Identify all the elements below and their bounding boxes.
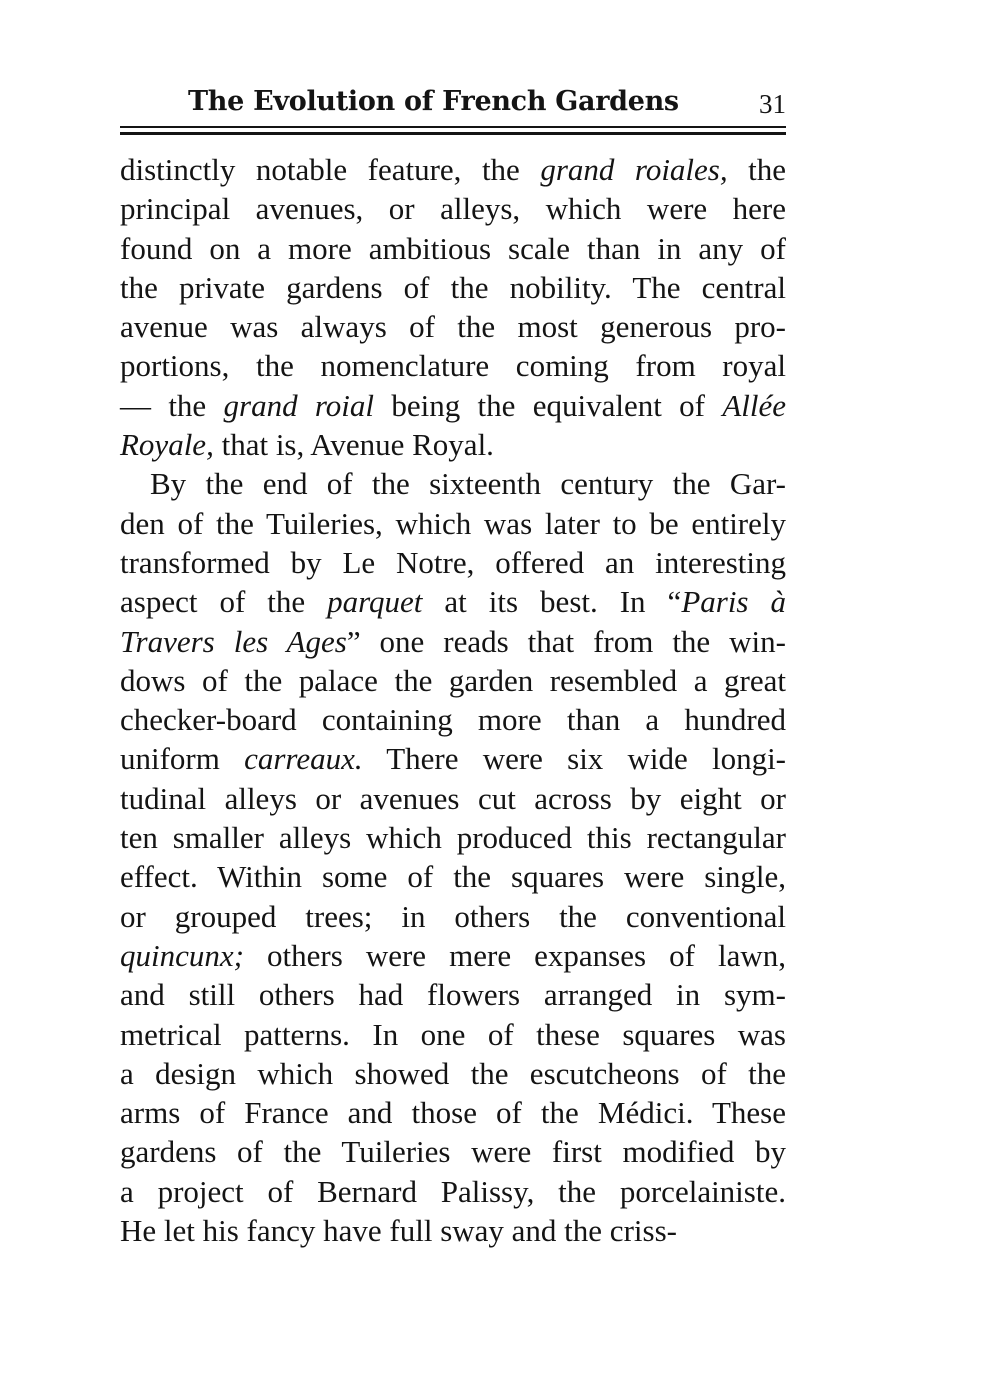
running-header [120,82,786,122]
text-line [120,818,786,857]
text-line [120,464,786,503]
text-run: that is, Avenue Royal. [213,427,494,463]
text-run: By the end of the sixteenth century the Gar- [150,466,786,502]
text-run: avenue was always of the most generous pro- [120,309,786,345]
italic-text: grand roiales, [540,152,728,187]
text-run: gardens of the Tuileries were first modified by [120,1134,786,1170]
text-run: and still others had flowers arranged in sym- [120,977,786,1013]
text-run: being the equivalent of [374,387,723,423]
text-line [120,543,786,582]
text-line [120,582,786,621]
text-line [120,897,786,936]
running-title: The Evolution of French Gardens [188,86,679,117]
text-line [120,1211,786,1250]
text-run: arms of France and those of the Médici. These [120,1095,786,1131]
text-line [120,739,786,778]
text-run: or grouped trees; in others the conventional [120,898,786,934]
text-run: uniform [120,741,245,777]
text-run: portions, the nomenclature coming from royal [120,348,786,384]
text-line [120,700,786,739]
text-run: the [727,152,787,187]
paragraph [120,150,786,464]
text-run: — the [120,387,224,423]
text-line [120,189,786,228]
text-line [120,150,786,189]
italic-text: Royale, [120,427,214,463]
text-run: a project of Bernard Palissy, the porcelainiste. [120,1173,786,1209]
text-run: the private gardens of the nobility. The central [120,269,786,305]
text-line [120,229,786,268]
italic-text: parquet [327,584,423,620]
text-line [120,975,786,1014]
text-run: dows of the palace the garden resembled a great [120,662,786,698]
header-rule-thin [120,126,786,128]
text-line [120,1054,786,1093]
text-run: effect. Within some of the squares were single, [120,859,786,895]
text-run: transformed by Le Notre, offered an interesting [120,544,786,580]
text-line [120,1132,786,1171]
text-line [120,386,786,425]
header-rule-thick [120,132,786,135]
text-run: ten smaller alleys which produced this rectangular [120,820,786,856]
text-run: principal avenues, or alleys, which were here [120,191,786,227]
italic-text: grand roial [223,387,375,423]
text-run: checker-board containing more than a hundred [120,702,786,738]
text-line [120,346,786,385]
text-line [120,1015,786,1054]
text-line [120,268,786,307]
text-run: a design which showed the escutcheons of the [120,1055,786,1091]
text-line [120,1093,786,1132]
paragraph [120,464,786,1250]
text-line [120,936,786,975]
italic-text: quincunx; [120,937,244,973]
italic-text: carreaux. [244,741,363,777]
text-run: tudinal alleys or avenues cut across by eight or [120,780,786,816]
text-line [120,504,786,543]
text-run: distinctly notable feature, the [120,152,541,187]
text-run: ” one reads that from the win- [346,623,786,659]
text-line [120,622,786,661]
italic-text: Travers les Ages [120,623,347,659]
body-text [120,150,786,1250]
text-run: He let his fancy have full sway and the criss- [120,1213,677,1249]
italic-text: Paris à [681,584,786,620]
text-line [120,661,786,700]
text-run: aspect of the [120,584,328,620]
text-run: others were mere expanses of lawn, [243,937,786,973]
text-run: metrical patterns. In one of these squares was [120,1016,786,1052]
text-run: found on a more ambitious scale than in any of [120,230,786,266]
text-line [120,307,786,346]
text-line [120,1172,786,1211]
text-line [120,425,786,464]
text-run: den of the Tuileries, which was later to be entirely [120,505,786,541]
text-run: There were six wide longi- [362,741,787,777]
text-run: at its best. In “ [422,584,682,620]
italic-text: Allée [722,387,787,423]
text-line [120,779,786,818]
page-number: 31 [759,89,786,119]
text-line [120,857,786,896]
